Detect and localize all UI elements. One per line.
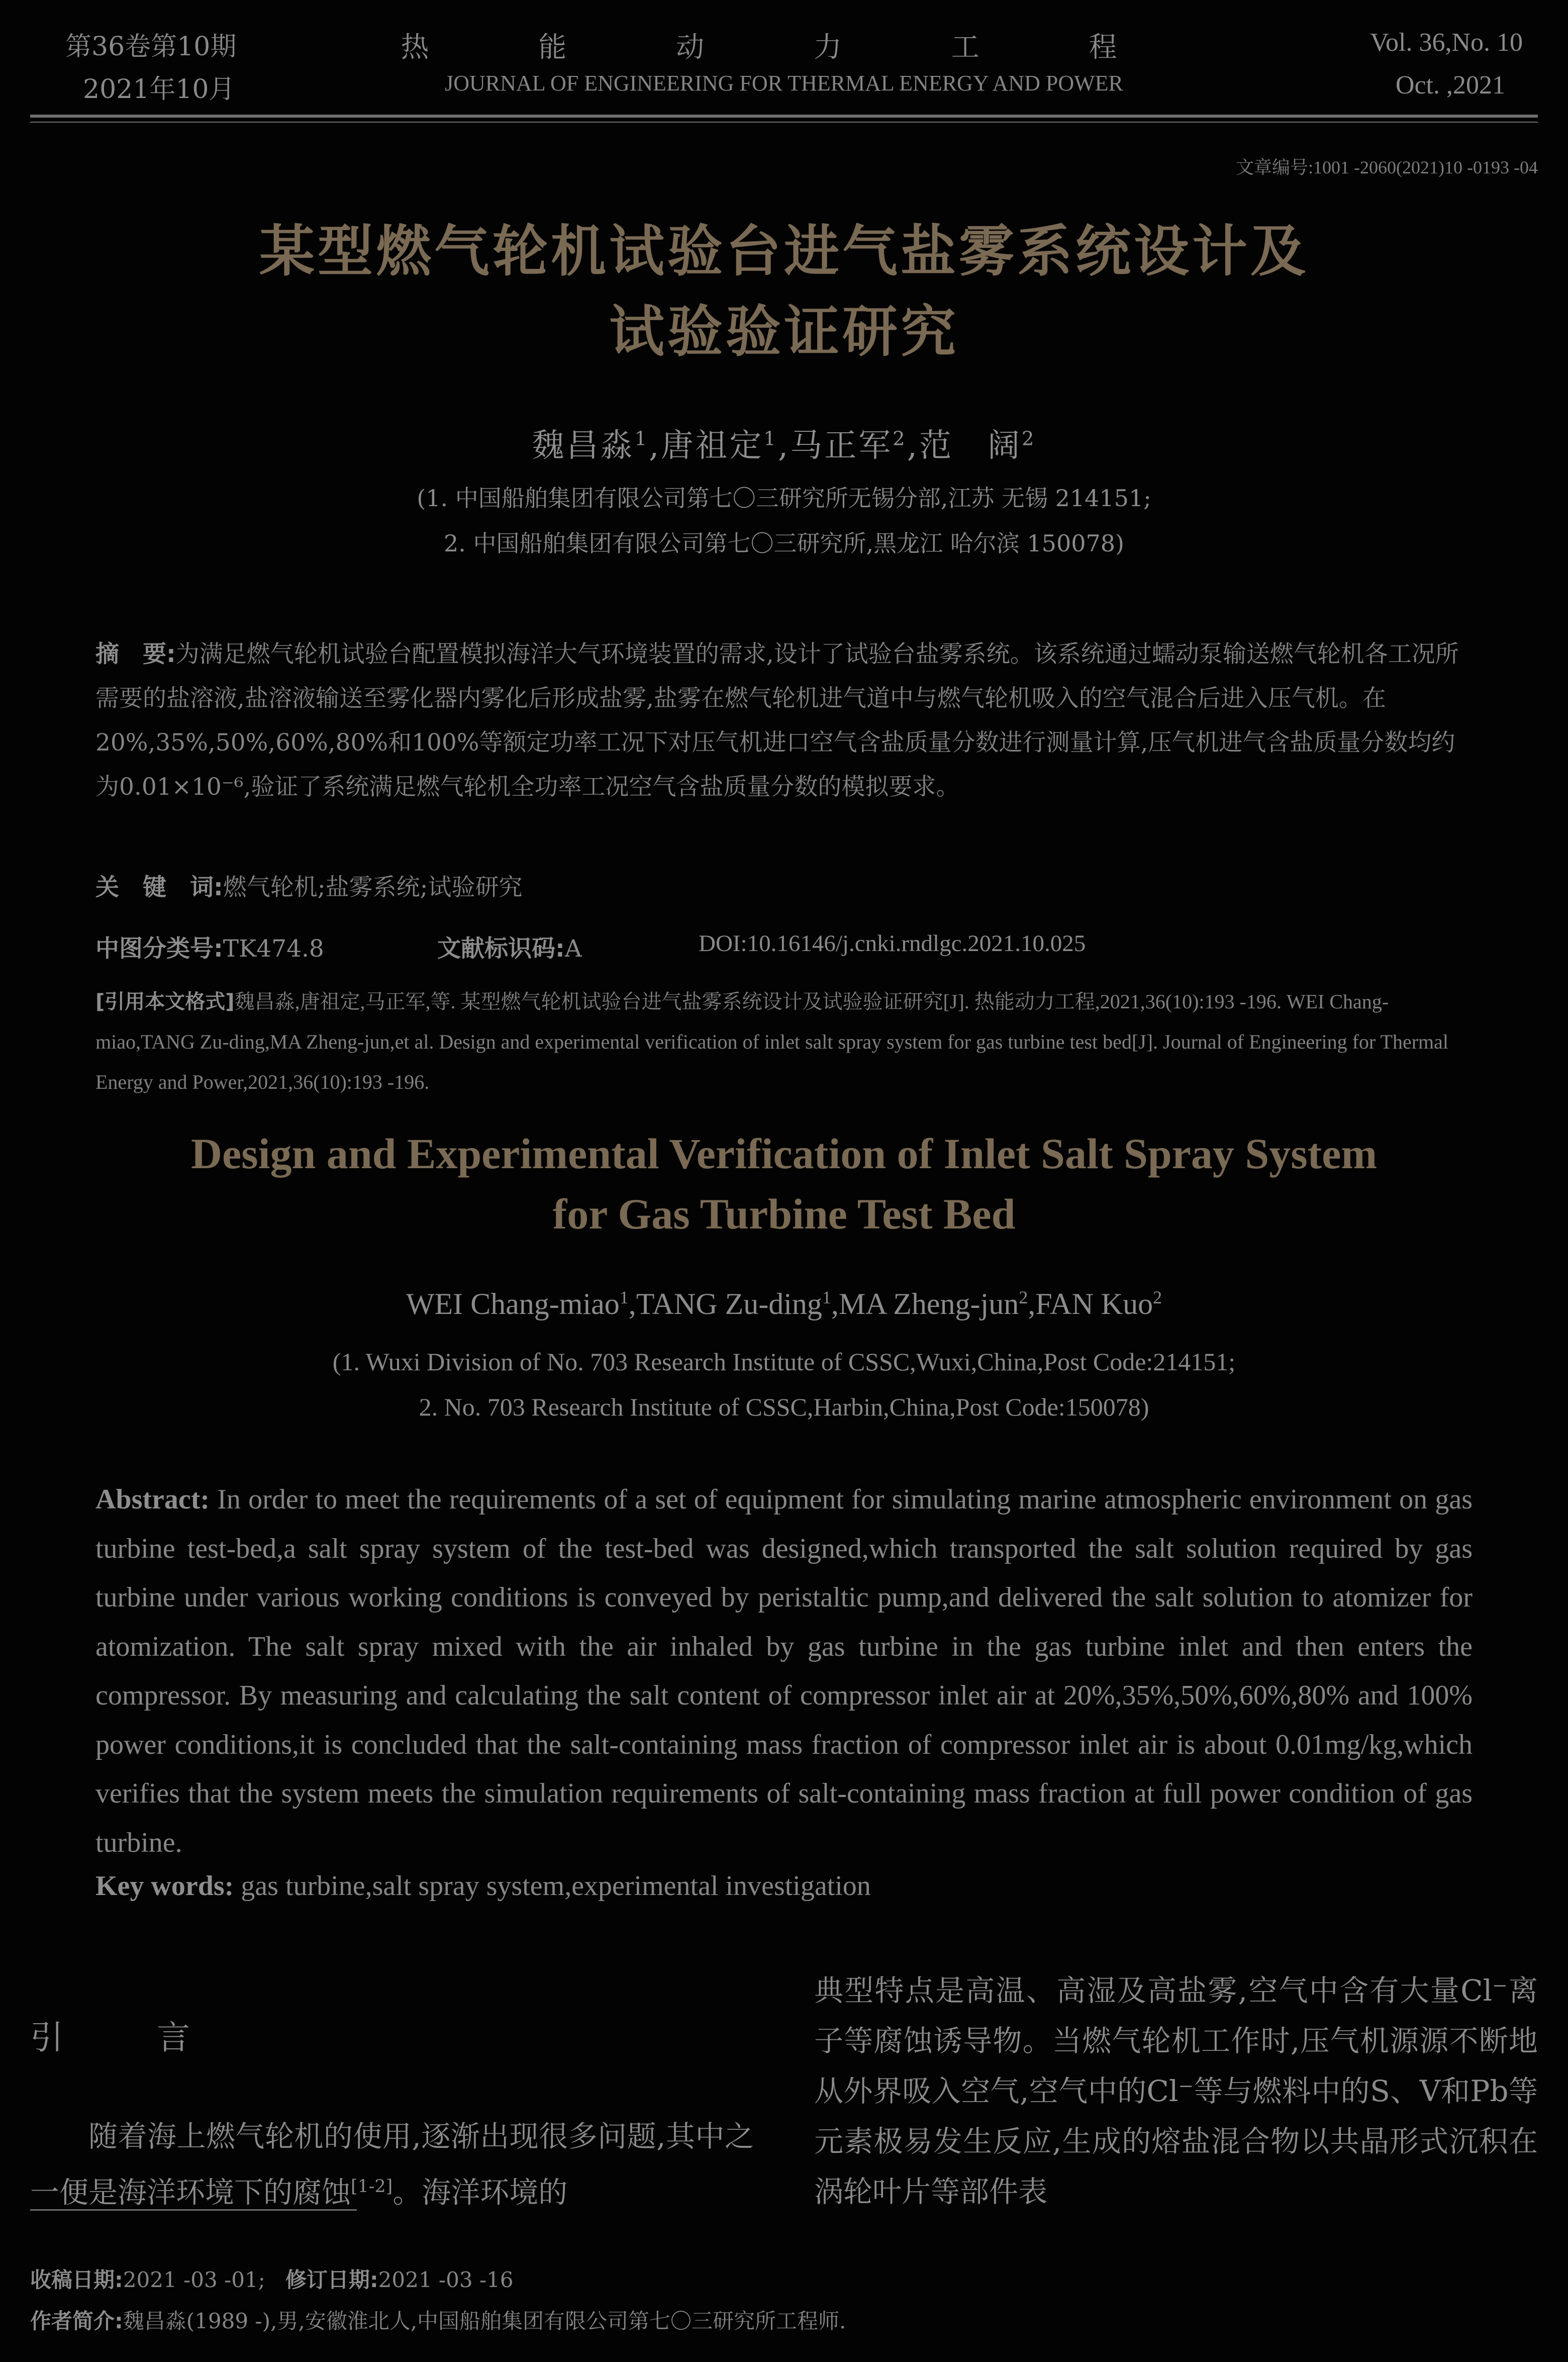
- title-en-line-2: for Gas Turbine Test Bed: [552, 1190, 1016, 1238]
- abstract-cn: [95, 632, 1473, 809]
- keywords-cn: [95, 866, 1473, 910]
- doc-code-label: 文献标识码:: [437, 935, 565, 963]
- received-dates: [30, 2263, 514, 2294]
- author-en: TANG Zu-ding: [636, 1287, 822, 1320]
- author-bio: [30, 2305, 846, 2335]
- author-affil-mark: 1: [822, 1287, 831, 1307]
- citation: [95, 982, 1473, 1102]
- revised-label: 修订日期:: [285, 2267, 378, 2292]
- abstract-cn-text: 为满足燃气轮机试验台配置模拟海洋大气环境装置的需求,设计了试验台盐雾系统。该系统通过蠕动泵输送燃气轮机各工况所需要的盐溶液,盐溶液输送至雾化器内雾化后形成盐雾,盐雾在燃气轮机进气道中与燃气轮机吸入的空气混合后进入压气机。在20%,35%,50%,60%,80%和100%等额定功率工况下对压气机进口空气含盐质量分数进行测量计算,压气机进气含盐质量分数均约为0.01×10⁻⁶,验证了系统满足燃气轮机全功率工况空气含盐质量分数的模拟要求。: [95, 640, 1459, 801]
- clc-label: 中图分类号:: [95, 935, 223, 963]
- date-cn: 2021年10月: [83, 74, 235, 105]
- author-cn: 唐祖定: [661, 427, 764, 464]
- journal-name-en: JOURNAL OF ENGINEERING FOR THERMAL ENERGY AND POWER: [445, 71, 1123, 96]
- intro-left-column: [30, 2111, 754, 2217]
- volume-issue-en: Vol. 36,No. 10: [1370, 28, 1523, 57]
- author-en: WEI Chang-miao: [406, 1287, 620, 1320]
- author-affil-mark: 2: [1021, 427, 1036, 450]
- author-affil-mark: 1: [763, 427, 778, 450]
- affiliation-en-2: 2. No. 703 Research Institute of CSSC,Harbin,China,Post Code:150078): [419, 1393, 1149, 1421]
- citation-label: [引用本文格式]: [95, 990, 235, 1013]
- revised-date: 2021 -03 -16: [378, 2267, 514, 2292]
- header-rule-thick: [30, 115, 1538, 118]
- intro-left-text: 随着海上燃气轮机的使用,逐渐出现很多问题,其中之一便是海洋环境下的腐蚀: [30, 2119, 754, 2210]
- abstract-en-label: Abstract:: [95, 1484, 210, 1515]
- author-affil-mark: 2: [1019, 1287, 1028, 1307]
- abstract-cn-label: 摘 要:: [95, 640, 176, 668]
- author-affil-mark: 1: [634, 427, 649, 450]
- bio-text: 魏昌淼(1989 -),男,安徽淮北人,中国船舶集团有限公司第七〇三研究所工程师.: [123, 2309, 846, 2333]
- keywords-en-label: Key words:: [95, 1870, 234, 1902]
- doc-code-value: A: [564, 935, 582, 963]
- clc-number: [95, 930, 324, 964]
- title-en-line-1: Design and Experimental Verification of Inlet Salt Spray System: [190, 1129, 1378, 1178]
- journal-name-cn: 热 能 动 力 工 程: [401, 31, 1167, 64]
- author-affil-mark: 2: [893, 427, 907, 450]
- author-affil-mark: 1: [619, 1287, 629, 1307]
- abstract-en-text: In order to meet the requirements of a set of equipment for simulating marine atmospheric environment on gas turbine test-bed,a salt spray system of the test-bed was designed,which transported the salt solution required by gas turbine under various working conditions is conveyed by peristaltic pump,and delivered the salt solution to atomizer for atomization. The salt spray mixed with the air inhaled by gas turbine in the gas turbine inlet and then enters the compressor. By measuring and calculating the salt content of compressor inlet air at 20%,35%,50%,60%,80% and 100% power conditions,it is concluded that the salt-containing mass fraction of compressor inlet air is about 0.01mg/kg,which verifies that the system meets the simulation requirements of salt-containing mass fraction at full power condition of gas turbine.: [95, 1484, 1473, 1858]
- date-en: Oct. ,2021: [1395, 71, 1505, 100]
- doi: DOI:10.16146/j.cnki.rndlgc.2021.10.025: [699, 930, 1086, 957]
- intro-right-column: 典型特点是高温、高湿及高盐雾,空气中含有大量Cl⁻离子等腐蚀诱导物。当燃气轮机工作时,压气机源源不断地从外界吸入空气,空气中的Cl⁻等与燃料中的S、V和Pb等元素极易发生反应,生成的熔盐混合物以共晶形式沉积在涡轮叶片等部件表: [814, 1973, 1538, 2209]
- header-rule-thin: [30, 122, 1538, 123]
- received-label: 收稿日期:: [30, 2267, 123, 2292]
- clc-value: TK474.8: [223, 935, 324, 963]
- section-heading-introduction: 引 言: [30, 2018, 220, 2057]
- abstract-en: [95, 1475, 1473, 1867]
- author-cn: 魏昌淼: [532, 427, 635, 464]
- affiliation-cn-2: 2. 中国船舶集团有限公司第七〇三研究所,黑龙江 哈尔滨 150078): [444, 530, 1124, 557]
- authors-en: WEI Chang-miao$^1$,TANG Zu-ding$^1$,MA Zheng-jun$^2$,FAN Kuo$^2$: [406, 1287, 1162, 1320]
- footnote-rule: [30, 2209, 357, 2211]
- volume-issue-cn: 第36卷第10期: [65, 32, 237, 62]
- affiliation-cn-1: (1. 中国船舶集团有限公司第七〇三研究所无锡分部,江苏 无锡 214151;: [417, 485, 1151, 512]
- author-en: MA Zheng-jun: [838, 1287, 1019, 1320]
- citation-text: 魏昌淼,唐祖定,马正军,等. 某型燃气轮机试验台进气盐雾系统设计及试验验证研究[J]. 热能动力工程,2021,36(10):193 -196. WEI Chang-miao,TANG Zu-ding,MA Zheng-jun,et al. Design and experimental verification of inlet salt spray system for gas turbine test bed[J]. Journal of Engineering for Thermal Energy and Power,2021,36(10):193 -196.: [95, 990, 1449, 1093]
- affiliation-en-1: (1. Wuxi Division of No. 703 Research Institute of CSSC,Wuxi,China,Post Code:214151;: [332, 1348, 1236, 1376]
- title-cn-line-2: 试验验证研究: [609, 300, 959, 364]
- author-cn: 马正军: [790, 427, 893, 464]
- keywords-cn-text: 燃气轮机;盐雾系统;试验研究: [223, 874, 523, 901]
- intro-left-tail: 。海洋环境的: [393, 2175, 568, 2210]
- article-number: 文章编号:1001 -2060(2021)10 -0193 -04: [1236, 157, 1538, 177]
- document-code: [437, 930, 582, 964]
- citation-ref: [1-2]: [351, 2177, 393, 2197]
- bio-label: 作者简介:: [30, 2309, 123, 2333]
- author-en: FAN Kuo: [1035, 1287, 1153, 1320]
- authors-cn: 魏昌淼$^1$,唐祖定$^1$,马正军$^2$,范 阔$^2$: [532, 427, 1036, 464]
- author-affil-mark: 2: [1153, 1287, 1162, 1307]
- author-cn: 范 阔: [919, 427, 1022, 464]
- title-cn-line-1: 某型燃气轮机试验台进气盐雾系统设计及: [259, 219, 1309, 284]
- keywords-en: [95, 1870, 1473, 1902]
- keywords-cn-label: 关 键 词:: [95, 874, 223, 901]
- keywords-en-text: gas turbine,salt spray system,experimental investigation: [241, 1870, 871, 1902]
- received-date: 2021 -03 -01;: [123, 2267, 265, 2292]
